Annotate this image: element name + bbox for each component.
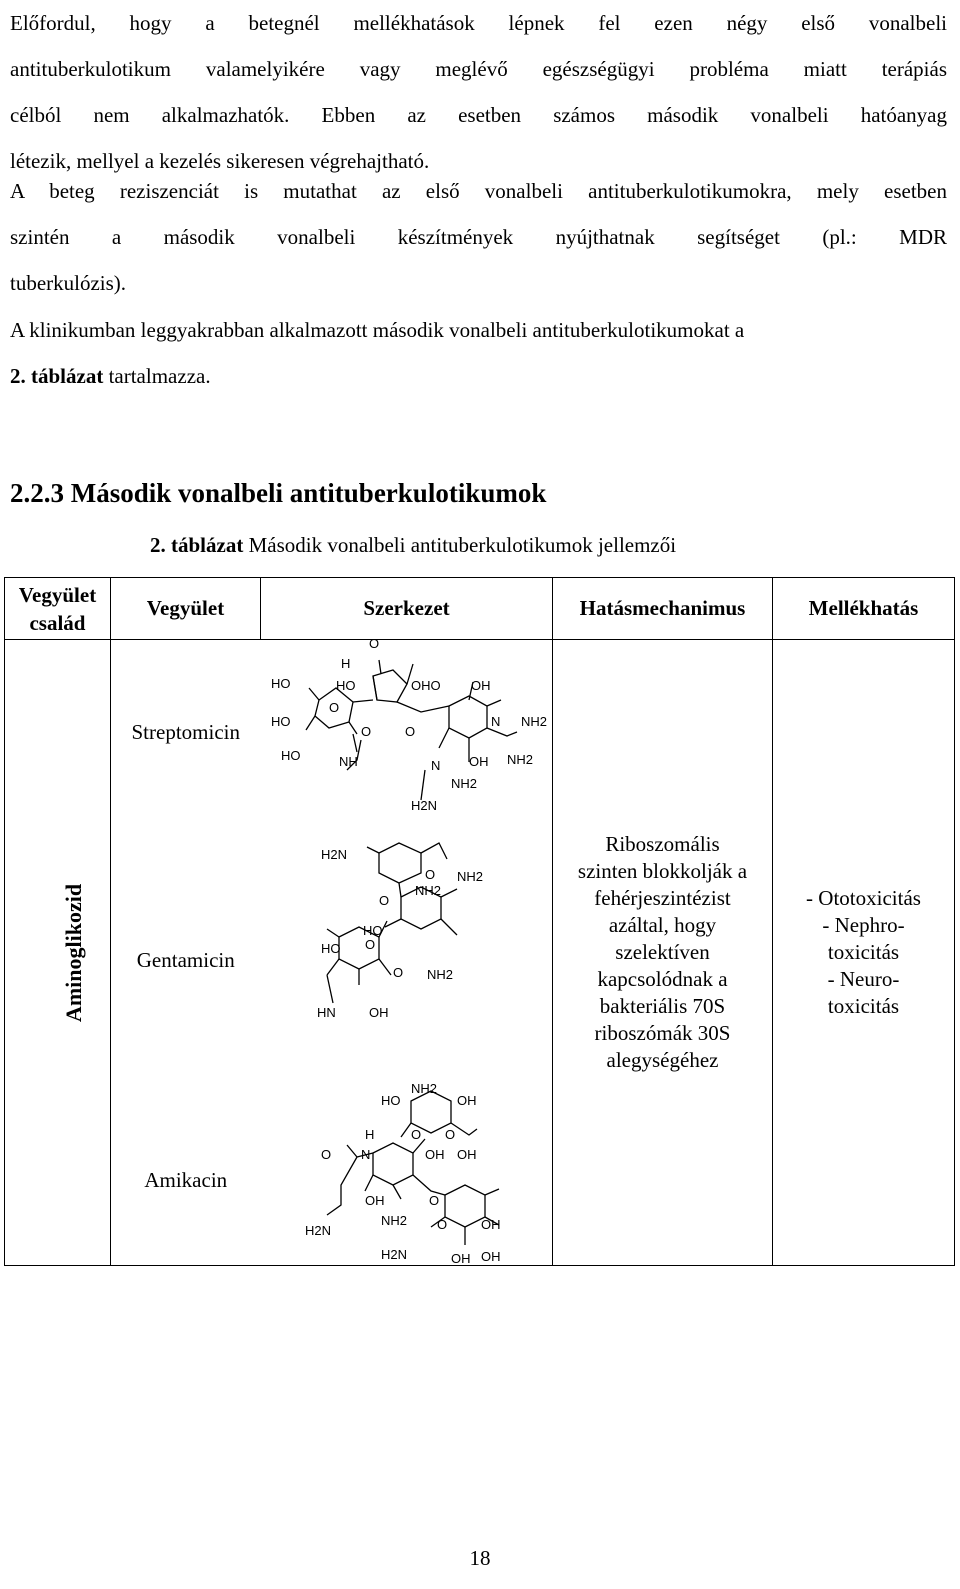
svg-text:OH: OH [364,1193,384,1208]
structure-amikacin [261,1081,553,1266]
svg-text:OH: OH [470,678,490,693]
svg-text:NH2: NH2 [450,776,477,791]
table-caption-text: Második vonalbeli antituberkulotikumok jellemzői [243,533,677,557]
svg-text:O: O [392,965,403,980]
svg-text:NH2: NH2 [426,967,453,982]
svg-text:HO: HO [270,676,290,691]
text-line [10,353,947,399]
mechanism-line: riboszómák 30S [594,1021,731,1045]
side-effect-line: - Neuro- [827,967,900,991]
side-effect-line: toxicitás [827,994,900,1018]
svg-text:HO: HO [280,748,300,763]
svg-text:HN: HN [316,1005,336,1020]
svg-text:HO: HO [335,678,355,693]
header-side-effect: Mellékhatás [773,578,955,640]
text-line: célból nem alkalmazhatók. Ebben az esetben számos második vonalbeli hatóanyag [10,103,947,127]
svg-text:N: N [490,714,500,729]
structure-gentamicin [261,825,553,1095]
svg-text:HO: HO [270,714,290,729]
structure-streptomicin [261,636,553,826]
svg-text:NH2: NH2 [410,1081,437,1096]
svg-text:H: H [364,1127,374,1142]
paragraph-intro [10,0,947,184]
table-header-row [5,578,955,640]
svg-text:H2N: H2N [410,798,437,813]
text-line: létezik, mellyel a kezelés sikeresen végrehajtható. [10,149,430,173]
mechanism-line: szinten blokkolják a [577,859,748,883]
svg-text:OH: OH [480,1217,500,1232]
paragraph-table-ref [10,307,947,399]
side-effect-cell [773,640,955,1266]
mechanism-line: szelektíven [615,940,710,964]
mechanism-cell [553,640,773,1266]
table-caption-label: 2. táblázat [150,533,244,557]
svg-text:O: O [428,1193,439,1208]
svg-text:O: O [436,1217,447,1232]
svg-text:N: N [430,758,440,773]
header-compound: Vegyület [111,578,261,640]
compound-name: Amikacin [111,1095,261,1266]
svg-text:O: O [410,1127,421,1142]
svg-text:O: O [424,867,435,882]
svg-text:NH2: NH2 [506,752,533,767]
section-heading: 2.2.3 Második vonalbeli antituberkulotikumok [10,478,547,508]
svg-text:H: H [340,656,350,671]
svg-text:H2N: H2N [320,847,347,862]
svg-text:NH2: NH2 [414,883,441,898]
svg-text:HO: HO [362,923,382,938]
svg-text:H2N: H2N [380,1247,407,1262]
paragraph-resistance [10,168,947,306]
svg-text:NH2: NH2 [456,869,483,884]
family-name: Aminoglikozid [61,883,87,1022]
svg-text:OH: OH [456,1147,476,1162]
svg-text:O: O [368,636,379,651]
compound-name: Streptomicin [111,640,261,826]
compound-name: Gentamicin [111,825,261,1095]
text-line: antituberkulotikum valamelyikére vagy meglévő egészségügyi probléma miatt terápiás [10,57,947,81]
svg-text:NH: NH [338,754,358,769]
mechanism-line: alegységéhez [606,1048,719,1072]
text-line: tuberkulózis). [10,271,127,295]
mechanism-line: Riboszomális [605,832,720,856]
svg-text:NH2: NH2 [520,714,547,729]
compound-table [4,577,955,1266]
svg-text:OH: OH [450,1251,470,1266]
side-effect-line: toxicitás [827,940,900,964]
header-family [5,578,111,640]
table-ref: 2. táblázat [10,364,104,388]
text-line: szintén a második vonalbeli készítmények nyújthatnak segítséget (pl.: MDR [10,225,947,249]
svg-text:N: N [360,1147,370,1162]
header-family-line2: család [29,610,86,635]
streptomicin-structure-image [261,636,553,825]
text-line: A beteg reziszenciát is mutathat az első vonalbeli antituberkulotikumokra, mely esetben [10,179,947,203]
svg-text:H2N: H2N [304,1223,331,1238]
family-cell [5,640,111,1266]
svg-text:O: O [378,893,389,908]
svg-text:OH: OH [424,1147,444,1162]
svg-text:HO: HO [320,941,340,956]
svg-text:O: O [320,1147,331,1162]
svg-text:OH: OH [368,1005,388,1020]
svg-text:O: O [444,1127,455,1142]
mechanism-line: azáltal, hogy [608,913,717,937]
text-line: A klinikumban leggyakrabban alkalmazott második vonalbeli antituberkulotikumokat a [10,318,745,342]
side-effect-line: - Nephro- [822,913,905,937]
gentamicin-structure-image [261,825,553,1095]
header-structure: Szerkezet [261,578,553,640]
header-family-line1: Vegyület [18,582,97,607]
page-number: 18 [469,1546,491,1570]
text-span: tartalmazza. [103,364,211,388]
svg-text:HO: HO [380,1093,400,1108]
amikacin-structure-image [261,1081,553,1266]
table-caption [150,533,676,558]
svg-text:O: O [364,937,375,952]
table-row [5,640,955,826]
svg-text:NH2: NH2 [380,1213,407,1228]
svg-text:OH: OH [456,1093,476,1108]
side-effect-line: - Ototoxicitás [806,886,921,910]
svg-text:OHO: OHO [410,678,441,693]
mechanism-line: bakteriális 70S [599,994,726,1018]
header-mechanism: Hatásmechanimus [553,578,773,640]
svg-text:O: O [360,724,371,739]
svg-text:O: O [328,700,339,715]
svg-text:O: O [404,724,415,739]
mechanism-line: fehérjeszintézist [594,886,731,910]
mechanism-line: kapcsolódnak a [597,967,728,991]
svg-text:OH: OH [480,1249,500,1264]
svg-text:OH: OH [468,754,488,769]
text-line: Előfordul, hogy a betegnél mellékhatások lépnek fel ezen négy első vonalbeli [10,11,947,35]
